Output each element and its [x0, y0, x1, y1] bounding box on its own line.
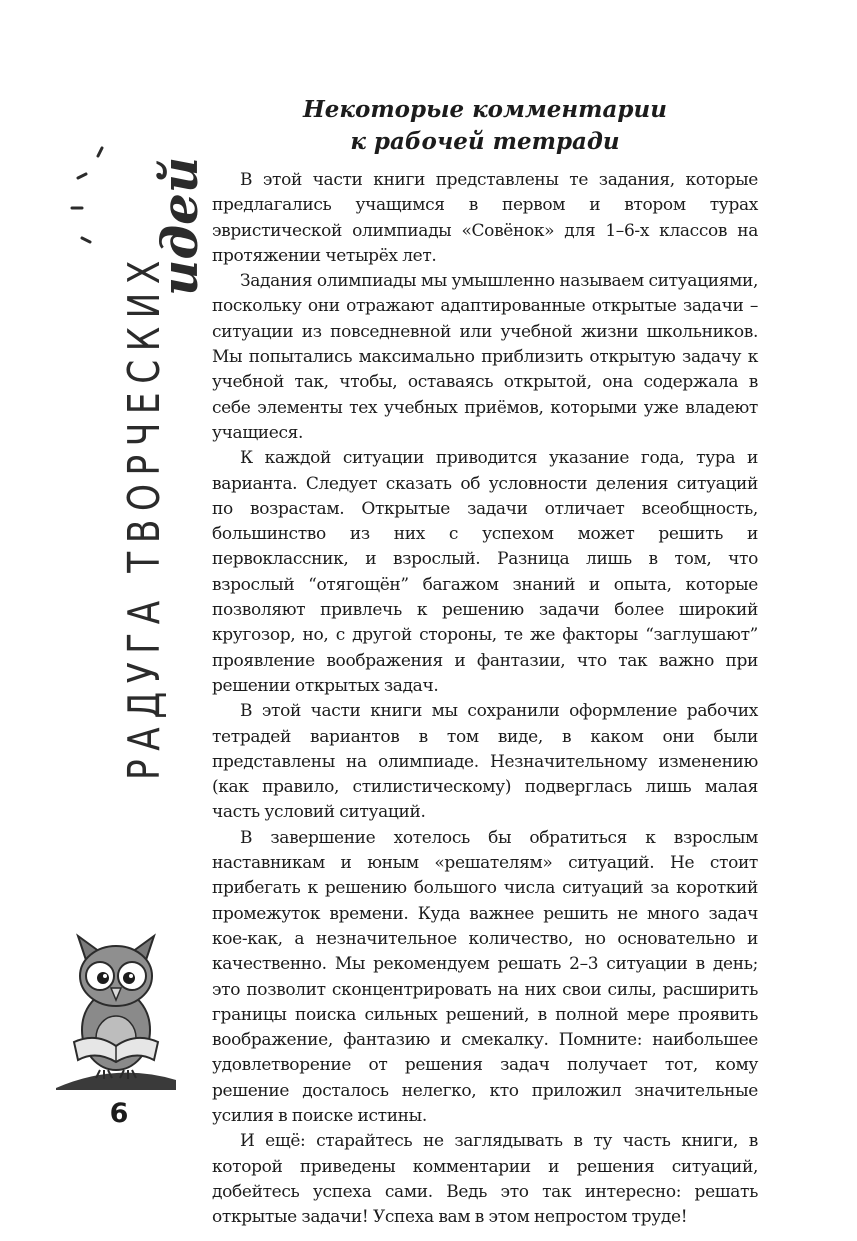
page-number: 6: [109, 1098, 129, 1129]
paragraph: К каждой ситуации приводится указание года, тура и варианта. Следует сказать об условности деления ситуаций по возрастам. Открытые задачи отличает всеобщность, большинство из них с успехом может решить и первоклассник, и взрослый. Разница лишь в том, что взрослый “отягощён” багажом знаний и опыта, которые позволяют привлечь к решению задачи более широкий кругозор, но, с другой стороны, те же факторы “заглушают” проявление воображения и фантазии, что так важно при решении открытых задач.: [212, 448, 758, 696]
article-body: [212, 168, 758, 1230]
paragraph: В завершение хотелось бы обратиться к взрослым наставникам и юным «решателям» ситуаций. Не стоит прибегать к решению большого числа ситуаций за короткий промежуток времени. Куда важнее решить не много задач кое-как, а незначительное количество, но основательно и качественно. Мы рекомендуем решать 2–3 ситуации в день; это позволит сконцентрировать на них свои силы, расширить границы поиска сильных решений, в полной мере проявить воображение, фантазию и смекалку. Помните: наибольшее удовлетворение от решения задач получает тот, кому решение досталось нелегко, кто приложил значительные усилия в поиске истины.: [212, 827, 758, 1126]
owl-reading-book-icon: [56, 930, 176, 1090]
series-title-script: идей: [150, 156, 209, 296]
paragraph: И ещё: старайтесь не заглядывать в ту часть книги, в которой приведены комментарии и решения ситуаций, добейтесь успеха сами. Ведь это так интересно: решать открытые задачи! Успеха вам в этом непростом труде!: [212, 1131, 758, 1228]
article-heading-line1: Некоторые комментарии: [303, 96, 667, 123]
paragraph: Задания олимпиады мы умышленно называем ситуациями, поскольку они отражают адаптированные открытые задачи – ситуации из повседневной или учебной жизни школьников. Мы попытались максимально приблизить открытую задачу к учебной так, чтобы, оставаясь открытой, она содержала в себе элементы тех учебных приёмов, которыми уже владеют учащиеся.: [212, 271, 758, 443]
series-title-main: РАДУГА ТВОРЧЕСКИХ: [119, 251, 170, 781]
sparkle-ticks-icon: [60, 120, 150, 270]
paragraph: В этой части книги мы сохранили оформление рабочих тетрадей вариантов в том виде, в каком они были представлены на олимпиаде. Незначительному изменению (как правило, стилистическому) подверглась лишь малая часть условий ситуаций.: [212, 701, 758, 823]
article-heading-line2: к рабочей тетради: [350, 128, 620, 155]
article: [212, 94, 758, 1230]
paragraph: В этой части книги представлены те задания, которые предлагались учащимся в первом и втором турах эвристической олимпиады «Совёнок» для 1–6-х классов на протяжении четырёх лет.: [212, 170, 758, 266]
series-title: [78, 0, 170, 781]
article-heading: [212, 94, 758, 158]
